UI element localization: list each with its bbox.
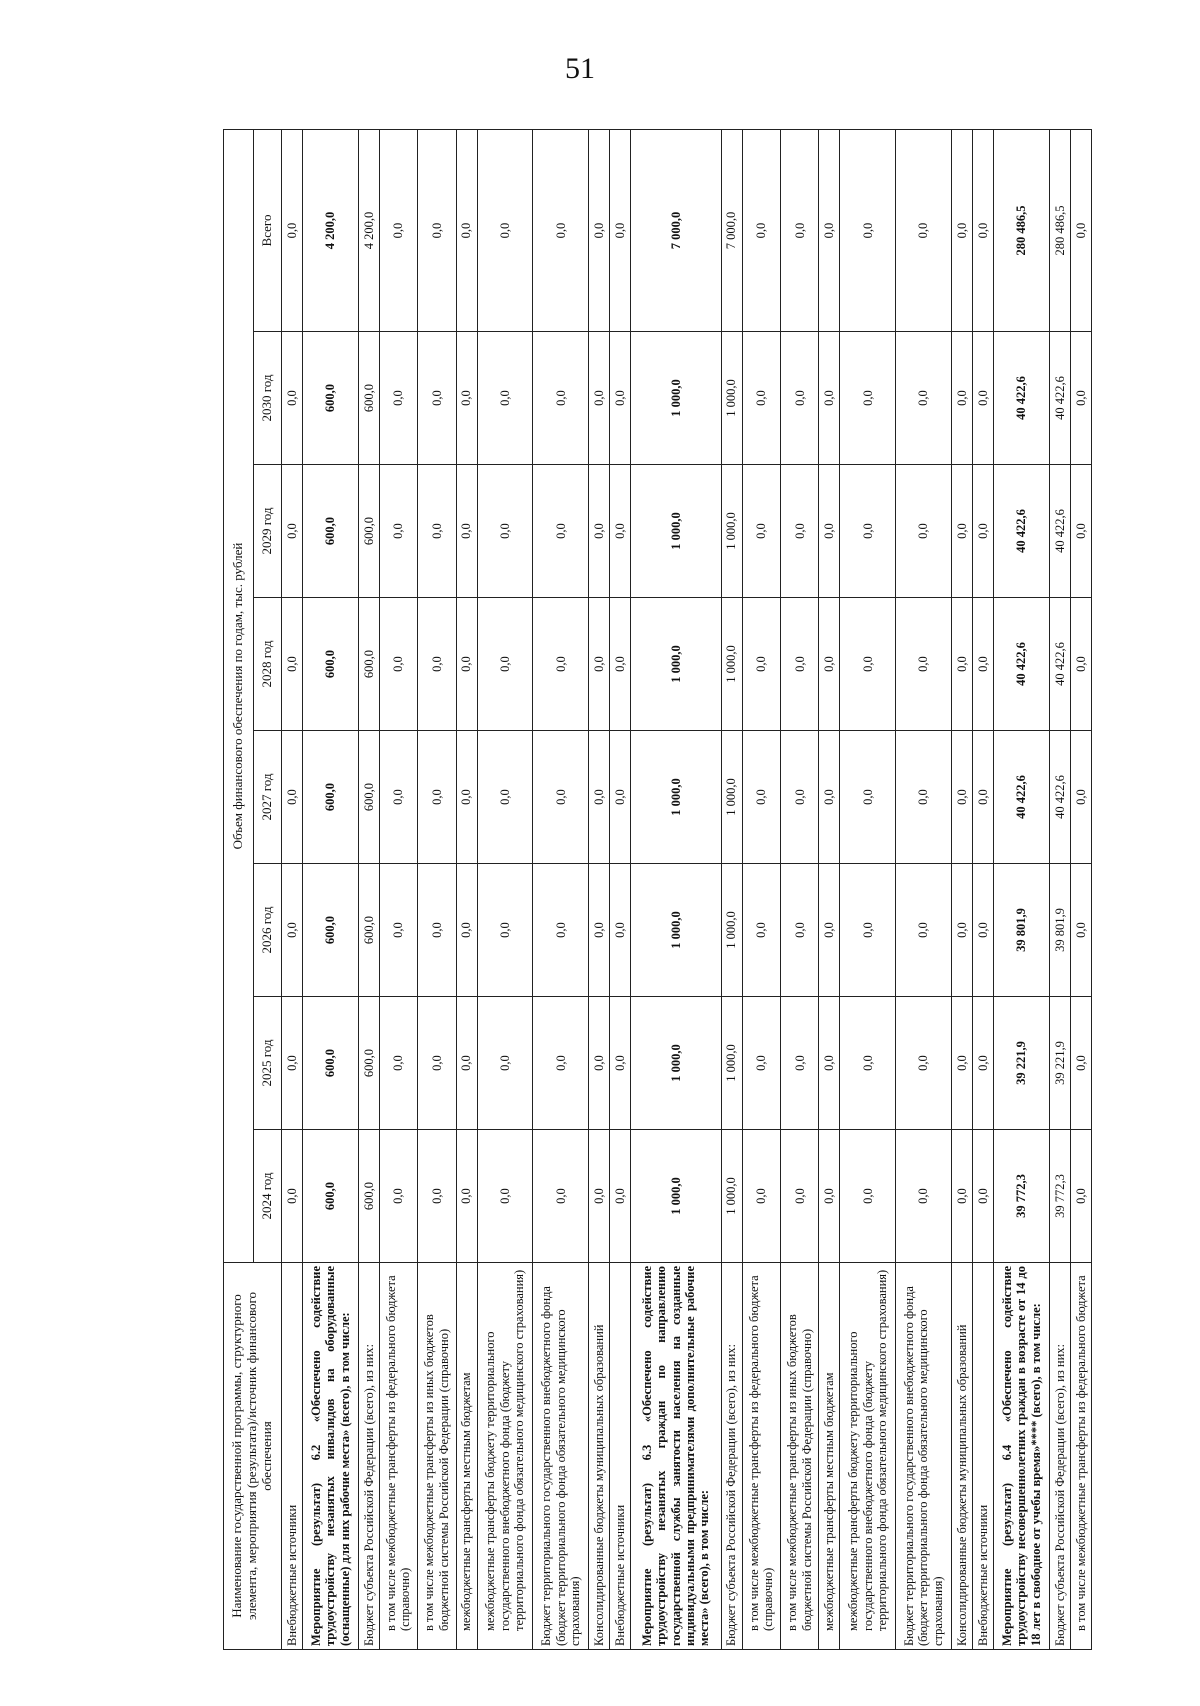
row-value: 0,0 bbox=[456, 864, 477, 997]
row-value: 0,0 bbox=[379, 332, 417, 465]
row-value: 280 486,5 bbox=[994, 129, 1050, 331]
row-value: 0,0 bbox=[589, 129, 610, 331]
row-value: 0,0 bbox=[533, 731, 589, 864]
row-value: 0,0 bbox=[282, 129, 303, 331]
row-value: 0,0 bbox=[840, 731, 896, 864]
row-value: 0,0 bbox=[282, 332, 303, 465]
row-value: 600,0 bbox=[303, 731, 359, 864]
row-name: Консолидированные бюджеты муниципальных образований bbox=[589, 1263, 610, 1650]
row-value: 0,0 bbox=[952, 332, 973, 465]
row-value: 39 801,9 bbox=[1049, 864, 1070, 997]
table-row bbox=[589, 129, 610, 1649]
row-value: 40 422,6 bbox=[994, 598, 1050, 731]
row-value: 0,0 bbox=[742, 1130, 780, 1263]
row-value: 0,0 bbox=[1070, 465, 1091, 598]
row-value: 0,0 bbox=[819, 1130, 840, 1263]
row-value: 600,0 bbox=[303, 598, 359, 731]
row-name: Консолидированные бюджеты муниципальных образований bbox=[952, 1263, 973, 1650]
row-value: 1 000,0 bbox=[631, 1130, 722, 1263]
row-value: 0,0 bbox=[418, 598, 456, 731]
row-value: 0,0 bbox=[781, 598, 819, 731]
row-value: 0,0 bbox=[1070, 332, 1091, 465]
table-row bbox=[840, 129, 896, 1649]
row-value: 0,0 bbox=[418, 332, 456, 465]
row-value: 0,0 bbox=[973, 997, 994, 1130]
row-value: 0,0 bbox=[819, 598, 840, 731]
row-value: 0,0 bbox=[742, 997, 780, 1130]
row-value: 0,0 bbox=[533, 997, 589, 1130]
row-value: 1 000,0 bbox=[721, 598, 742, 731]
rotated-table-container bbox=[223, 130, 1092, 1650]
row-value: 0,0 bbox=[840, 864, 896, 997]
row-value: 0,0 bbox=[819, 465, 840, 598]
row-value: 1 000,0 bbox=[631, 864, 722, 997]
row-value: 0,0 bbox=[819, 864, 840, 997]
row-value: 0,0 bbox=[477, 997, 533, 1130]
row-name: межбюджетные трансферты местным бюджетам bbox=[819, 1263, 840, 1650]
table-row bbox=[896, 129, 952, 1649]
row-value: 7 000,0 bbox=[631, 129, 722, 331]
row-value: 0,0 bbox=[589, 332, 610, 465]
row-value: 0,0 bbox=[418, 997, 456, 1130]
table-row bbox=[477, 129, 533, 1649]
row-value: 280 486,5 bbox=[1049, 129, 1070, 331]
row-value: 0,0 bbox=[379, 1130, 417, 1263]
row-value: 0,0 bbox=[477, 864, 533, 997]
table-row bbox=[973, 129, 994, 1649]
row-value: 0,0 bbox=[781, 465, 819, 598]
row-value: 600,0 bbox=[358, 997, 379, 1130]
financing-table bbox=[223, 129, 1092, 1650]
row-value: 0,0 bbox=[973, 129, 994, 331]
row-value: 0,0 bbox=[896, 332, 952, 465]
table-row bbox=[282, 129, 303, 1649]
row-value: 600,0 bbox=[358, 1130, 379, 1263]
row-value: 0,0 bbox=[533, 129, 589, 331]
table-row bbox=[631, 129, 722, 1649]
table-row bbox=[721, 129, 742, 1649]
row-value: 0,0 bbox=[610, 731, 631, 864]
row-value: 0,0 bbox=[1070, 997, 1091, 1130]
row-value: 0,0 bbox=[456, 332, 477, 465]
row-value: 0,0 bbox=[896, 864, 952, 997]
table-row bbox=[994, 129, 1050, 1649]
row-value: 0,0 bbox=[952, 129, 973, 331]
row-value: 40 422,6 bbox=[1049, 332, 1070, 465]
row-value: 0,0 bbox=[742, 332, 780, 465]
row-value: 0,0 bbox=[840, 997, 896, 1130]
row-value: 40 422,6 bbox=[994, 465, 1050, 598]
row-value: 0,0 bbox=[477, 598, 533, 731]
row-value: 0,0 bbox=[610, 1130, 631, 1263]
row-value: 0,0 bbox=[533, 1130, 589, 1263]
row-value: 1 000,0 bbox=[631, 465, 722, 598]
row-value: 0,0 bbox=[952, 598, 973, 731]
row-value: 0,0 bbox=[379, 465, 417, 598]
row-value: 0,0 bbox=[896, 997, 952, 1130]
row-value: 0,0 bbox=[533, 598, 589, 731]
row-value: 39 221,9 bbox=[994, 997, 1050, 1130]
row-value: 0,0 bbox=[589, 598, 610, 731]
row-value: 0,0 bbox=[282, 731, 303, 864]
row-value: 0,0 bbox=[477, 465, 533, 598]
row-value: 1 000,0 bbox=[721, 1130, 742, 1263]
row-value: 0,0 bbox=[379, 731, 417, 864]
row-value: 0,0 bbox=[418, 465, 456, 598]
row-value: 4 200,0 bbox=[303, 129, 359, 331]
row-value: 0,0 bbox=[952, 997, 973, 1130]
row-value: 1 000,0 bbox=[631, 731, 722, 864]
row-value: 0,0 bbox=[819, 731, 840, 864]
row-value: 0,0 bbox=[589, 465, 610, 598]
row-value: 0,0 bbox=[610, 129, 631, 331]
table-row bbox=[379, 129, 417, 1649]
row-name: Мероприятие (результат) 6.3 «Обеспечено содействие трудоустройству незанятых граждан по направлению государственной службы занятости населения на созданные индивидуальными предпринимателями дополнительные рабочие места» (всего), в том числе: bbox=[631, 1263, 722, 1650]
row-value: 600,0 bbox=[358, 864, 379, 997]
year-header: 2026 год bbox=[254, 864, 282, 997]
row-value: 40 422,6 bbox=[994, 731, 1050, 864]
row-value: 0,0 bbox=[781, 332, 819, 465]
row-value: 0,0 bbox=[819, 129, 840, 331]
row-value: 0,0 bbox=[589, 997, 610, 1130]
row-name: Мероприятие (результат) 6.4 «Обеспечено содействие трудоустройству несовершеннолетних граждан в возрасте от 14 до 18 лет в свободное от учебы время»**** (всего), в том числе: bbox=[994, 1263, 1050, 1650]
row-value: 39 221,9 bbox=[1049, 997, 1070, 1130]
row-value: 0,0 bbox=[610, 598, 631, 731]
row-value: 39 801,9 bbox=[994, 864, 1050, 997]
row-value: 1 000,0 bbox=[721, 332, 742, 465]
row-value: 0,0 bbox=[456, 598, 477, 731]
row-value: 0,0 bbox=[418, 731, 456, 864]
row-value: 0,0 bbox=[840, 1130, 896, 1263]
row-value: 0,0 bbox=[456, 731, 477, 864]
row-name: Бюджет субъекта Российской Федерации (всего), из них: bbox=[358, 1263, 379, 1650]
row-value: 0,0 bbox=[589, 731, 610, 864]
table-row bbox=[418, 129, 456, 1649]
row-value: 0,0 bbox=[973, 731, 994, 864]
row-value: 1 000,0 bbox=[631, 598, 722, 731]
row-value: 1 000,0 bbox=[721, 864, 742, 997]
page-number: 51 bbox=[565, 52, 595, 85]
row-value: 0,0 bbox=[742, 465, 780, 598]
row-name: Мероприятие (результат) 6.2 «Обеспечено содействие трудоустройству незанятых инвалидов на оборудованные (оснащенные) для них рабочие места» (всего), в том числе: bbox=[303, 1263, 359, 1650]
row-value: 0,0 bbox=[952, 465, 973, 598]
row-value: 40 422,6 bbox=[1049, 465, 1070, 598]
row-value: 0,0 bbox=[840, 129, 896, 331]
row-value: 0,0 bbox=[896, 465, 952, 598]
year-header: 2024 год bbox=[254, 1130, 282, 1263]
row-value: 0,0 bbox=[840, 332, 896, 465]
row-value: 1 000,0 bbox=[631, 997, 722, 1130]
row-name: в том числе межбюджетные трансферты из иных бюджетов бюджетной системы Российской Федерации (справочно) bbox=[418, 1263, 456, 1650]
row-value: 0,0 bbox=[973, 332, 994, 465]
year-header: 2028 год bbox=[254, 598, 282, 731]
row-name: Внебюджетные источники bbox=[973, 1263, 994, 1650]
row-value: 0,0 bbox=[896, 598, 952, 731]
row-value: 0,0 bbox=[742, 129, 780, 331]
row-value: 0,0 bbox=[819, 332, 840, 465]
row-name: Бюджет территориального государственного внебюджетного фонда (бюджет территориального фонда обязательного медицинского страхования) bbox=[896, 1263, 952, 1650]
row-value: 0,0 bbox=[477, 731, 533, 864]
table-row bbox=[742, 129, 780, 1649]
row-value: 0,0 bbox=[1070, 129, 1091, 331]
year-header: 2030 год bbox=[254, 332, 282, 465]
row-value: 1 000,0 bbox=[721, 465, 742, 598]
row-value: 0,0 bbox=[418, 864, 456, 997]
year-header: 2027 год bbox=[254, 731, 282, 864]
row-value: 1 000,0 bbox=[631, 332, 722, 465]
row-value: 0,0 bbox=[533, 864, 589, 997]
row-value: 1 000,0 bbox=[721, 997, 742, 1130]
row-value: 600,0 bbox=[358, 731, 379, 864]
row-name: в том числе межбюджетные трансферты из иных бюджетов бюджетной системы Российской Федерации (справочно) bbox=[781, 1263, 819, 1650]
row-value: 0,0 bbox=[952, 864, 973, 997]
row-value: 0,0 bbox=[610, 465, 631, 598]
table-row bbox=[456, 129, 477, 1649]
row-value: 0,0 bbox=[418, 1130, 456, 1263]
row-value: 0,0 bbox=[1070, 598, 1091, 731]
row-value: 0,0 bbox=[456, 129, 477, 331]
row-value: 0,0 bbox=[477, 1130, 533, 1263]
row-name: Бюджет субъекта Российской Федерации (всего), из них: bbox=[1049, 1263, 1070, 1650]
row-value: 4 200,0 bbox=[358, 129, 379, 331]
row-name: Внебюджетные источники bbox=[282, 1263, 303, 1650]
row-value: 0,0 bbox=[418, 129, 456, 331]
row-name: межбюджетные трансферты бюджету территориального государственного внебюджетного фонда (бюджету территориального фонда обязательного медицинского страхования) bbox=[840, 1263, 896, 1650]
row-value: 0,0 bbox=[533, 465, 589, 598]
row-name: Внебюджетные источники bbox=[610, 1263, 631, 1650]
table-row bbox=[303, 129, 359, 1649]
row-name: Бюджет субъекта Российской Федерации (всего), из них: bbox=[721, 1263, 742, 1650]
row-value: 0,0 bbox=[973, 465, 994, 598]
row-value: 600,0 bbox=[358, 332, 379, 465]
row-value: 0,0 bbox=[1070, 1130, 1091, 1263]
row-value: 0,0 bbox=[840, 465, 896, 598]
year-header: 2029 год bbox=[254, 465, 282, 598]
row-value: 0,0 bbox=[896, 129, 952, 331]
row-value: 0,0 bbox=[742, 864, 780, 997]
row-value: 7 000,0 bbox=[721, 129, 742, 331]
row-name: в том числе межбюджетные трансферты из федерального бюджета (справочно) bbox=[379, 1263, 417, 1650]
row-value: 1 000,0 bbox=[721, 731, 742, 864]
row-value: 0,0 bbox=[610, 864, 631, 997]
header-name: Наименование государственной программы, структурного элемента, мероприятия (результата)/источник финансового обеспечения bbox=[224, 1263, 282, 1650]
row-value: 600,0 bbox=[358, 465, 379, 598]
row-name: межбюджетные трансферты местным бюджетам bbox=[456, 1263, 477, 1650]
row-value: 0,0 bbox=[589, 1130, 610, 1263]
row-value: 39 772,3 bbox=[1049, 1130, 1070, 1263]
row-value: 0,0 bbox=[840, 598, 896, 731]
row-value: 600,0 bbox=[303, 997, 359, 1130]
row-value: 600,0 bbox=[303, 864, 359, 997]
header-group: Объем финансового обеспечения по годам, тыс. рублей bbox=[224, 129, 254, 1262]
row-value: 0,0 bbox=[781, 1130, 819, 1263]
row-value: 0,0 bbox=[610, 997, 631, 1130]
row-value: 0,0 bbox=[819, 997, 840, 1130]
row-value: 0,0 bbox=[379, 129, 417, 331]
table-row bbox=[952, 129, 973, 1649]
row-value: 0,0 bbox=[589, 864, 610, 997]
row-value: 0,0 bbox=[896, 1130, 952, 1263]
row-value: 0,0 bbox=[610, 332, 631, 465]
row-value: 600,0 bbox=[303, 332, 359, 465]
row-value: 0,0 bbox=[379, 864, 417, 997]
table-row bbox=[819, 129, 840, 1649]
row-name: межбюджетные трансферты бюджету территориального государственного внебюджетного фонда (бюджету территориального фонда обязательного медицинского страхования) bbox=[477, 1263, 533, 1650]
row-value: 0,0 bbox=[742, 598, 780, 731]
row-value: 0,0 bbox=[973, 1130, 994, 1263]
row-value: 0,0 bbox=[742, 731, 780, 864]
table-row bbox=[533, 129, 589, 1649]
row-value: 600,0 bbox=[303, 1130, 359, 1263]
row-name: в том числе межбюджетные трансферты из федерального бюджета (справочно) bbox=[742, 1263, 780, 1650]
year-header: Всего bbox=[254, 129, 282, 331]
row-value: 0,0 bbox=[1070, 864, 1091, 997]
row-value: 40 422,6 bbox=[1049, 598, 1070, 731]
row-value: 0,0 bbox=[781, 129, 819, 331]
row-value: 0,0 bbox=[1070, 731, 1091, 864]
row-value: 600,0 bbox=[358, 598, 379, 731]
row-value: 0,0 bbox=[379, 997, 417, 1130]
row-value: 0,0 bbox=[282, 465, 303, 598]
row-value: 0,0 bbox=[456, 1130, 477, 1263]
row-value: 0,0 bbox=[282, 598, 303, 731]
row-value: 0,0 bbox=[282, 864, 303, 997]
row-value: 39 772,3 bbox=[994, 1130, 1050, 1263]
row-value: 0,0 bbox=[781, 731, 819, 864]
row-value: 0,0 bbox=[533, 332, 589, 465]
row-value: 40 422,6 bbox=[994, 332, 1050, 465]
table-row bbox=[358, 129, 379, 1649]
row-name: Бюджет территориального государственного внебюджетного фонда (бюджет территориального фонда обязательного медицинского страхования) bbox=[533, 1263, 589, 1650]
row-value: 0,0 bbox=[896, 731, 952, 864]
table-row bbox=[781, 129, 819, 1649]
row-value: 0,0 bbox=[456, 997, 477, 1130]
row-value: 0,0 bbox=[477, 129, 533, 331]
row-value: 0,0 bbox=[456, 465, 477, 598]
row-value: 0,0 bbox=[781, 864, 819, 997]
row-value: 0,0 bbox=[973, 598, 994, 731]
row-value: 0,0 bbox=[477, 332, 533, 465]
year-header: 2025 год bbox=[254, 997, 282, 1130]
table-row bbox=[1070, 129, 1091, 1649]
row-name: в том числе межбюджетные трансферты из федерального бюджета bbox=[1070, 1263, 1091, 1650]
row-value: 0,0 bbox=[282, 997, 303, 1130]
row-value: 0,0 bbox=[379, 598, 417, 731]
row-value: 40 422,6 bbox=[1049, 731, 1070, 864]
table-row bbox=[1049, 129, 1070, 1649]
table-row bbox=[610, 129, 631, 1649]
row-value: 0,0 bbox=[282, 1130, 303, 1263]
row-value: 0,0 bbox=[952, 1130, 973, 1263]
row-value: 600,0 bbox=[303, 465, 359, 598]
row-value: 0,0 bbox=[952, 731, 973, 864]
row-value: 0,0 bbox=[781, 997, 819, 1130]
row-value: 0,0 bbox=[973, 864, 994, 997]
